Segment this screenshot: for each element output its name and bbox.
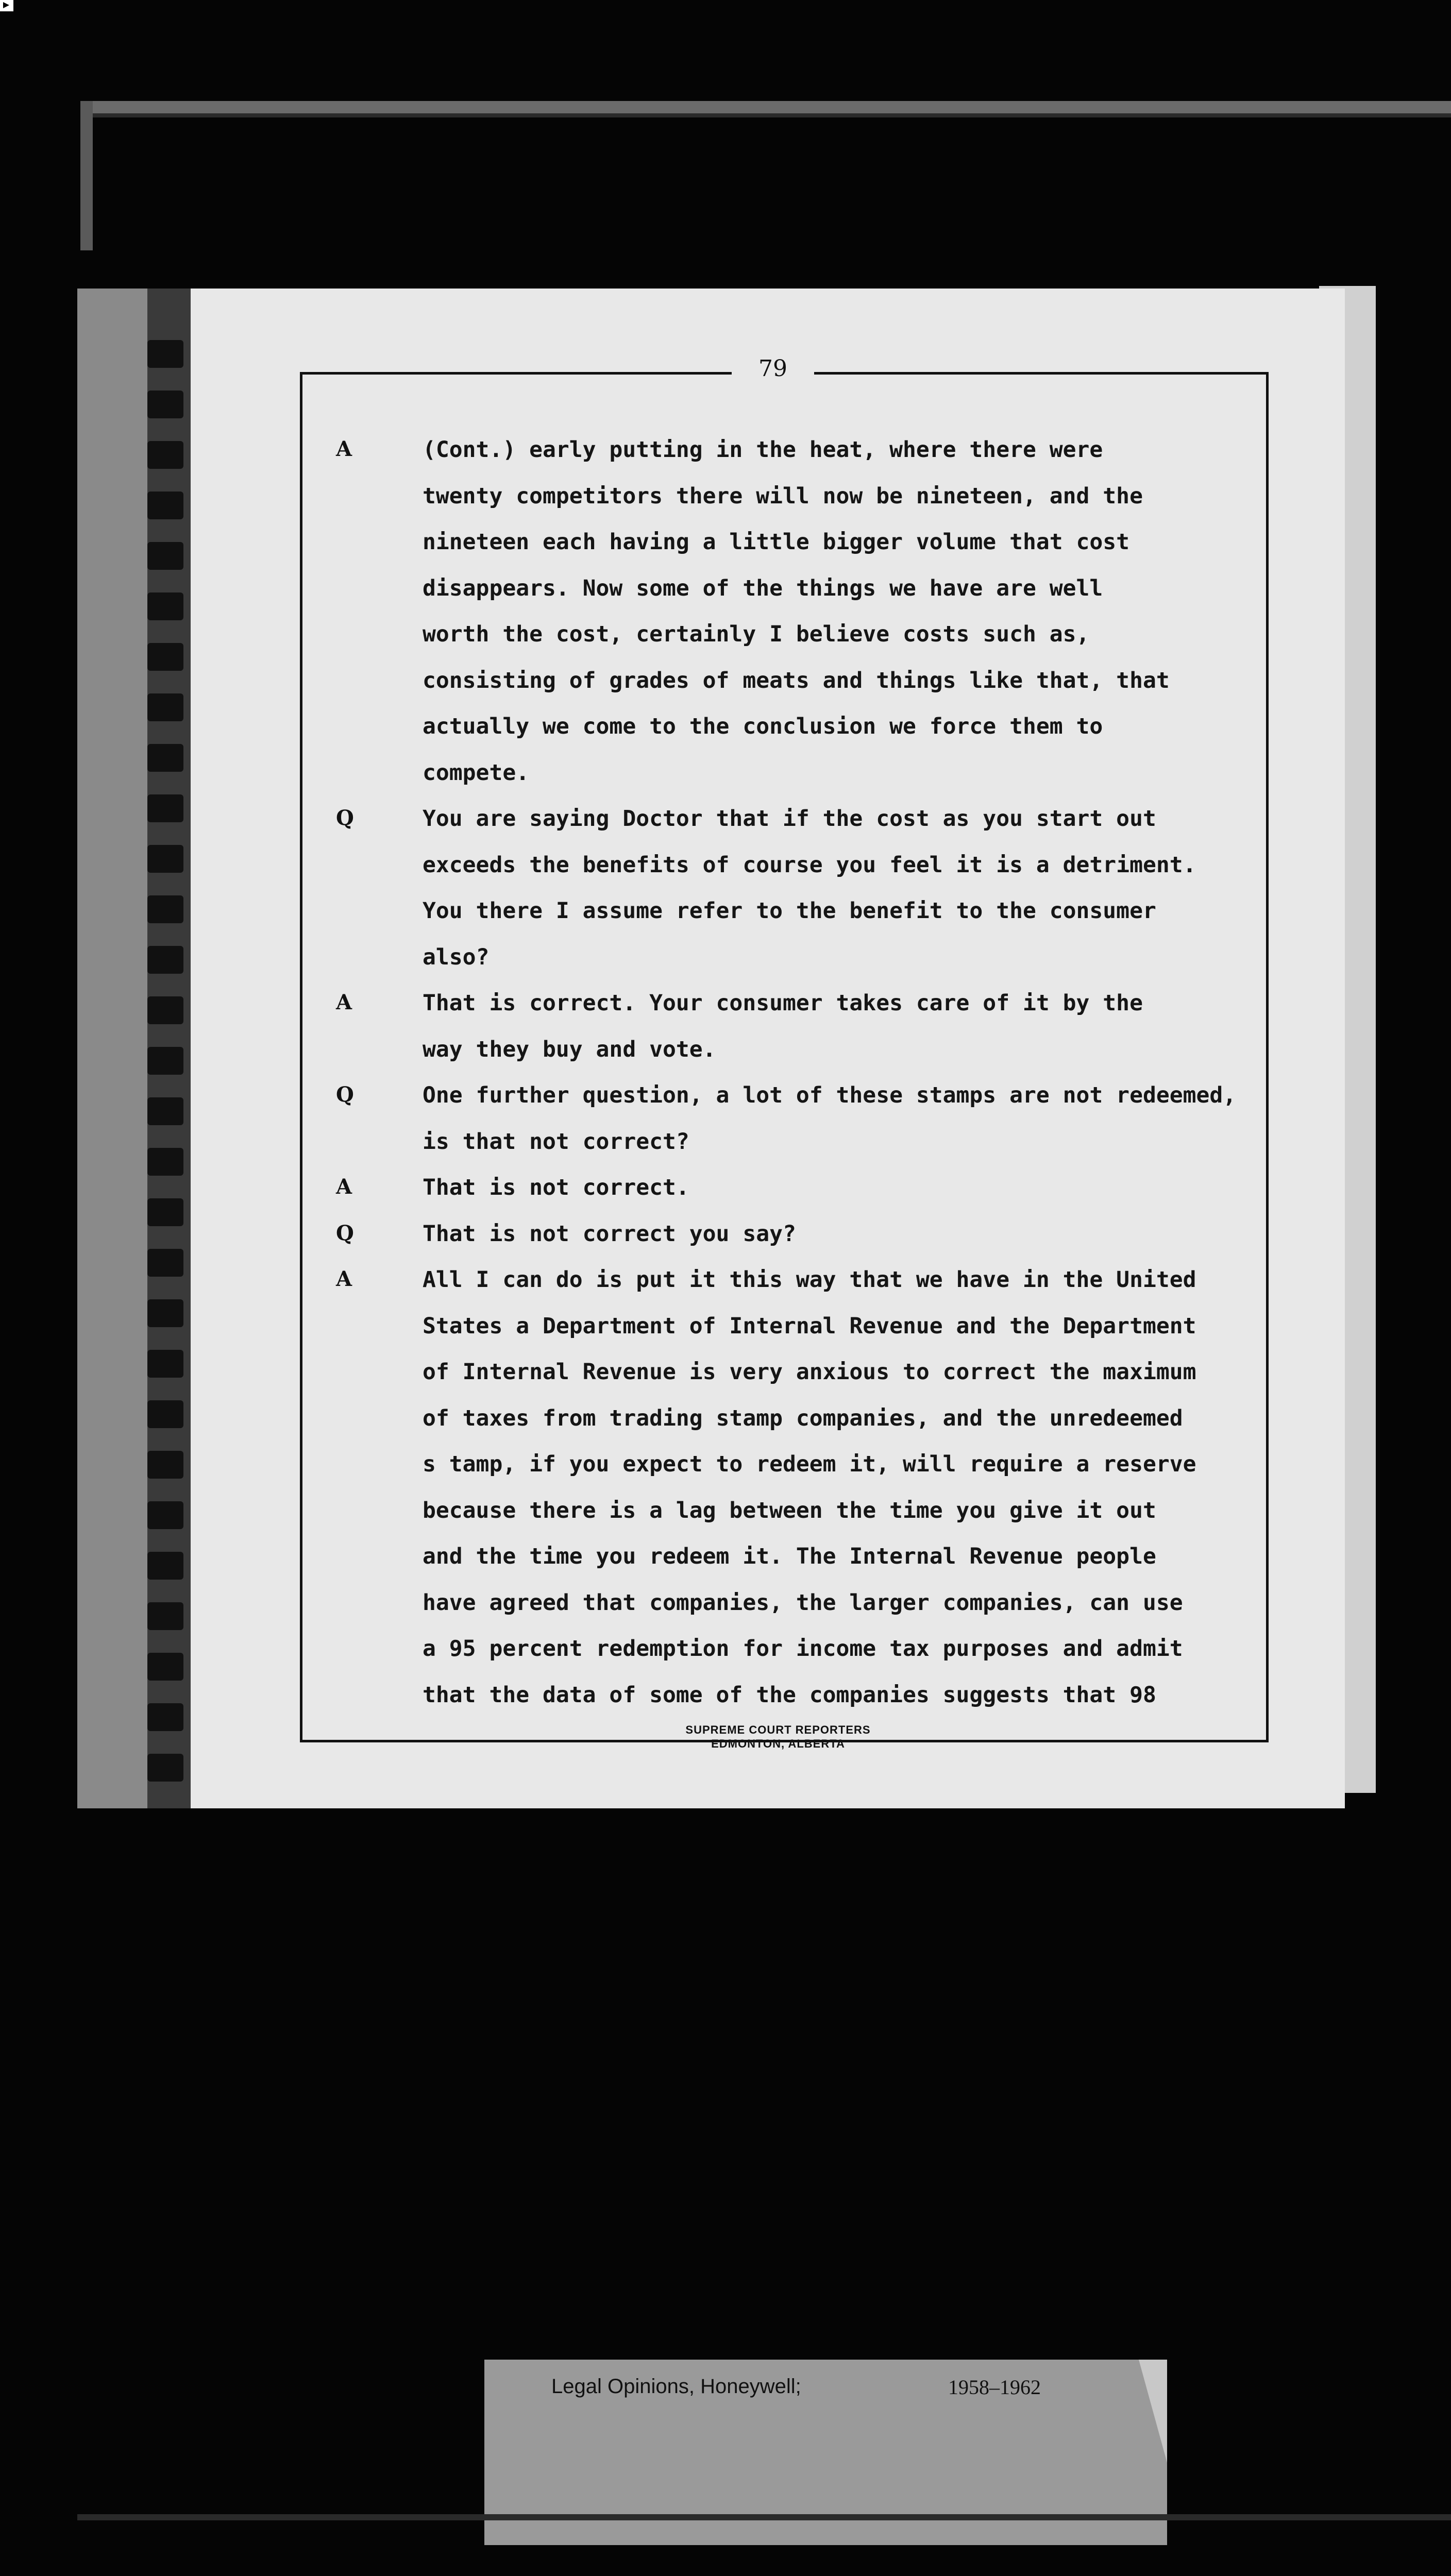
binder-ring [147,1198,183,1226]
binder-ring [147,1350,183,1378]
speaker-marker: A [336,1267,352,1291]
transcript-line: (Cont.) early putting in the heat, where there were [423,437,1103,463]
film-edge [82,101,1451,114]
transcript-line: You are saying Doctor that if the cost as you start out [423,806,1156,832]
speaker-marker: A [336,1175,352,1199]
speaker-marker: Q [336,1082,354,1107]
transcript-line: That is not correct. [423,1175,689,1200]
transcript-line: nineteen each having a little bigger volume that cost [423,529,1130,555]
page-number: 79 [732,355,814,382]
film-corner-marker [0,0,13,11]
transcript-line: is that not correct? [423,1128,689,1155]
binder-ring [147,1754,183,1782]
binder-ring [147,1249,183,1277]
transcript-line: twenty competitors there will now be nineteen, and the [423,483,1143,509]
speaker-marker: Q [336,1221,354,1245]
transcript-line: All I can do is put it this way that we have in the United [423,1267,1196,1293]
transcript-line: You there I assume refer to the benefit to the consumer [423,898,1156,924]
film-edge-left [80,101,93,250]
binder-ring [147,693,183,721]
binder-ring [147,1653,183,1681]
speaker-marker: Q [336,806,354,830]
archive-label-title: Legal Opinions, Honeywell; [551,2375,801,2398]
court-reporter-name: SUPREME COURT REPORTERS [629,1723,927,1737]
transcript-line: and the time you redeem it. The Internal Revenue people [423,1544,1156,1569]
binder-ring [147,391,183,418]
transcript-line: That is correct. Your consumer takes care of it by the [423,990,1143,1016]
binder-ring [147,1552,183,1580]
transcript-line: States a Department of Internal Revenue and the Department [423,1313,1196,1339]
transcript-line: that the data of some of the companies suggests that 98 [423,1682,1156,1708]
transcript-line: a 95 percent redemption for income tax purposes and admit [423,1636,1183,1662]
binder-ring [147,794,183,822]
transcript-line: disappears. Now some of the things we have are well [423,575,1103,601]
binder-ring [147,1703,183,1731]
binder-ring [147,1299,183,1327]
film-band [82,113,1451,117]
transcript-line: That is not correct you say? [423,1221,796,1247]
binder-ring [147,492,183,519]
transcript-line: of taxes from trading stamp companies, and the unredeemed [423,1405,1183,1431]
binder-ring [147,1148,183,1176]
transcript-line: worth the cost, certainly I believe costs such as, [423,621,1090,647]
transcript-line: actually we come to the conclusion we force them to [423,714,1103,739]
binder-ring [147,1451,183,1479]
binder-ring [147,1501,183,1529]
binder-ring [147,996,183,1024]
speaker-marker: A [336,990,352,1014]
binder-ring [147,744,183,772]
transcript-line: of Internal Revenue is very anxious to correct the maximum [423,1359,1196,1385]
transcript-line: exceeds the benefits of course you feel it is a detriment. [423,852,1196,878]
transcript-line: consisting of grades of meats and things like that, that [423,667,1170,693]
archive-label-dates: 1958–1962 [948,2376,1041,2399]
binder-ring [147,542,183,570]
binder-ring [147,340,183,368]
transcript-line: compete. [423,759,530,786]
speaker-marker: A [336,437,352,461]
binder-ring [147,946,183,974]
binder-ring [147,643,183,671]
binder-ring [147,592,183,620]
binder-ring [147,1047,183,1075]
binder-ring [147,1400,183,1428]
transcript-line: One further question, a lot of these stamps are not redeemed, [423,1082,1237,1108]
transcript-line: because there is a lag between the time you give it out [423,1497,1156,1523]
transcript-line: have agreed that companies, the larger companies, can use [423,1589,1183,1616]
transcript-line: also? [423,944,490,970]
binder-ring [147,1602,183,1630]
court-reporter-location: EDMONTON, ALBERTA [711,1737,845,1750]
binder-ring [147,845,183,873]
transcript-line: way they buy and vote. [423,1036,716,1062]
binder-ring [147,1097,183,1125]
binder-ring [147,441,183,469]
film-bottom-edge [77,2514,1451,2520]
transcript-line: s tamp, if you expect to redeem it, will require a reserve [423,1451,1196,1477]
binder-ring [147,895,183,923]
